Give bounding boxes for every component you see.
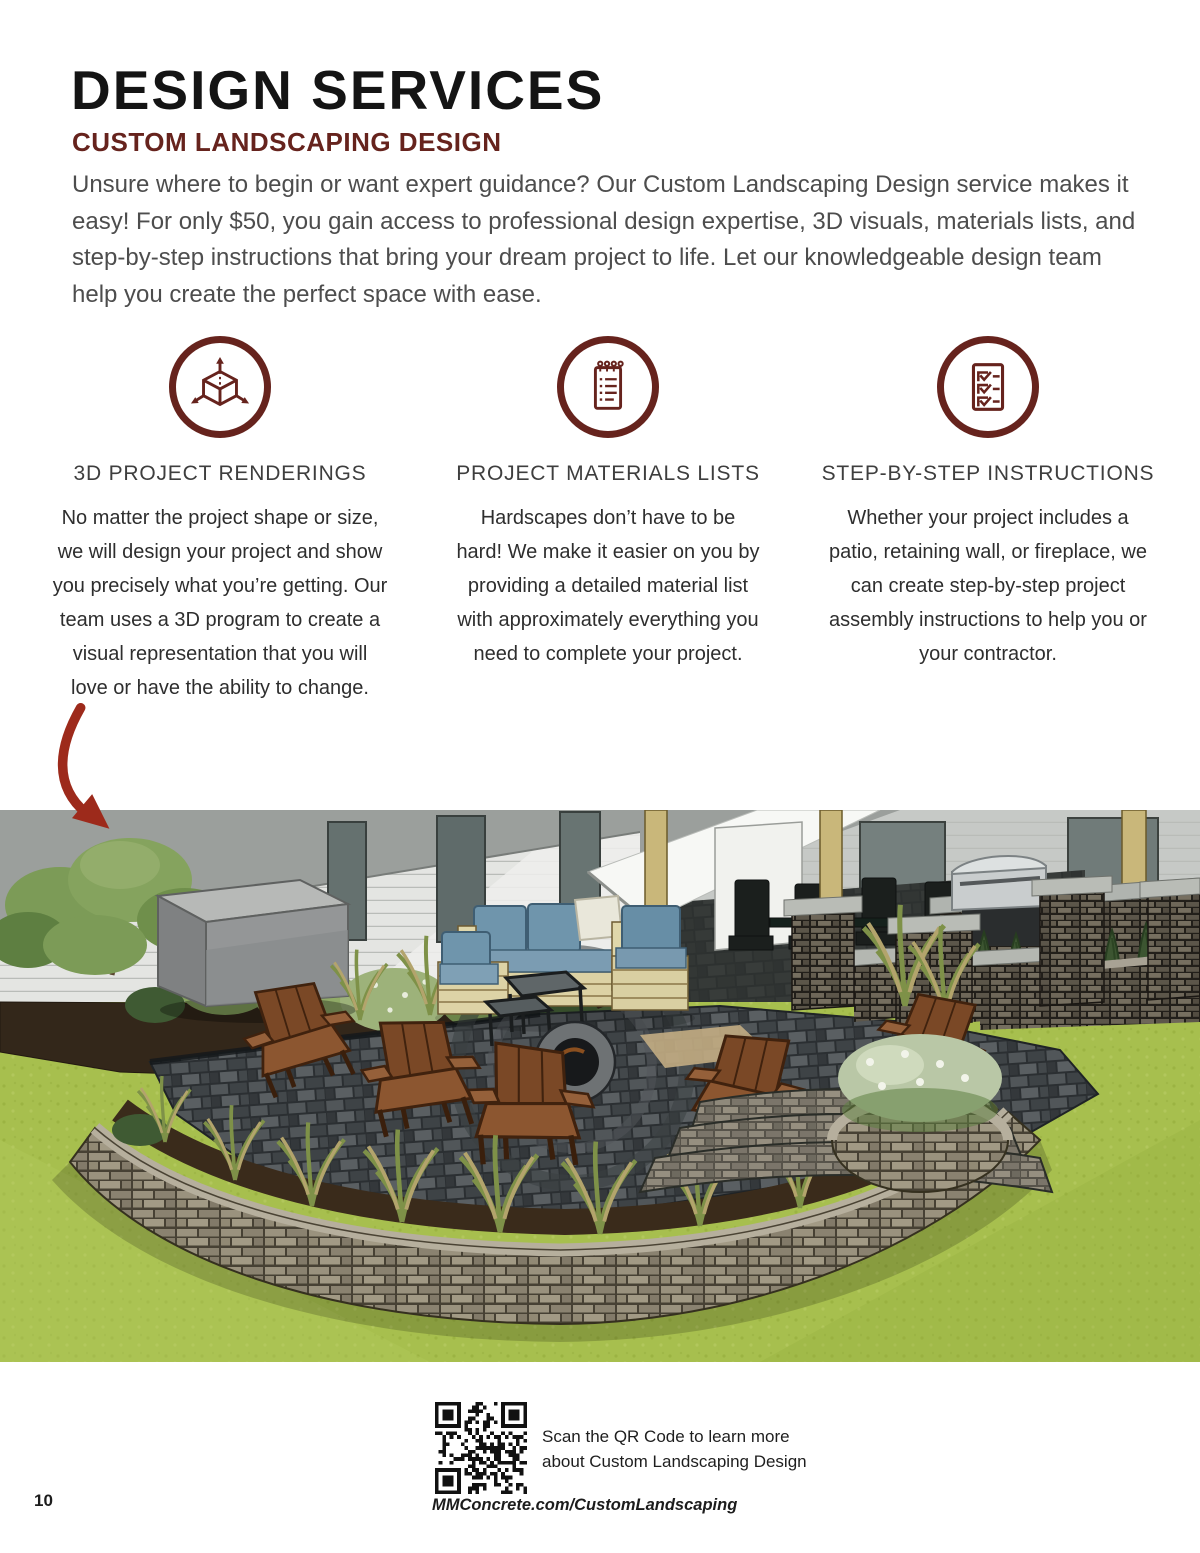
hand-drawn-arrow-icon <box>48 700 144 848</box>
armchair-right <box>612 906 688 1010</box>
qr-code <box>435 1402 527 1494</box>
qr-caption-line1: Scan the QR Code to learn more <box>542 1427 790 1446</box>
feature-text: Whether your project includes a patio, retaining wall, or fireplace, we can create step-by-step project assembly instructions to help you or your contractor. <box>829 507 1147 665</box>
materials-list-icon <box>557 336 659 438</box>
feature-label: PROJECT MATERIALS LISTS <box>456 462 760 485</box>
feature-label: 3D PROJECT RENDERINGS <box>73 462 367 485</box>
qr-caption-line2: about Custom Landscaping Design <box>542 1452 807 1471</box>
checklist-icon <box>937 336 1039 438</box>
feature-materials-lists <box>428 336 788 705</box>
qr-caption <box>542 1424 807 1474</box>
feature-3d-renderings <box>30 336 410 705</box>
feature-label: STEP-BY-STEP INSTRUCTIONS <box>821 462 1155 485</box>
feature-text: Hardscapes don’t have to be hard! We make it easier on you by providing a detailed material list with approximately everything you need to complete your project. <box>456 507 760 665</box>
page-title: DESIGN SERVICES <box>71 59 605 121</box>
intro-paragraph: Unsure where to begin or want expert guidance? Our Custom Landscaping Design service makes it easy! For only $50, you gain access to professional design expertise, 3D visuals, materials lists, and step-by-step instructions that bring your dream project to life. Let our knowledgeable design team help you create the perfect space with ease. <box>72 171 1136 308</box>
footer-url: MMConcrete.com/CustomLandscaping <box>432 1496 738 1514</box>
feature-step-by-step <box>806 336 1170 705</box>
round-planter <box>832 1034 1008 1192</box>
feature-text: No matter the project shape or size, we will design your project and show you precisely what you’re getting. Our team uses a 3D program to create a visual representation that you will love or have the ability to change. <box>52 507 388 699</box>
3d-cube-axes-icon <box>169 336 271 438</box>
page-subtitle: CUSTOM LANDSCAPING DESIGN <box>72 127 502 157</box>
page-number: 10 <box>34 1491 53 1510</box>
backyard-rendering <box>0 810 1200 1362</box>
features-row <box>30 336 1170 705</box>
